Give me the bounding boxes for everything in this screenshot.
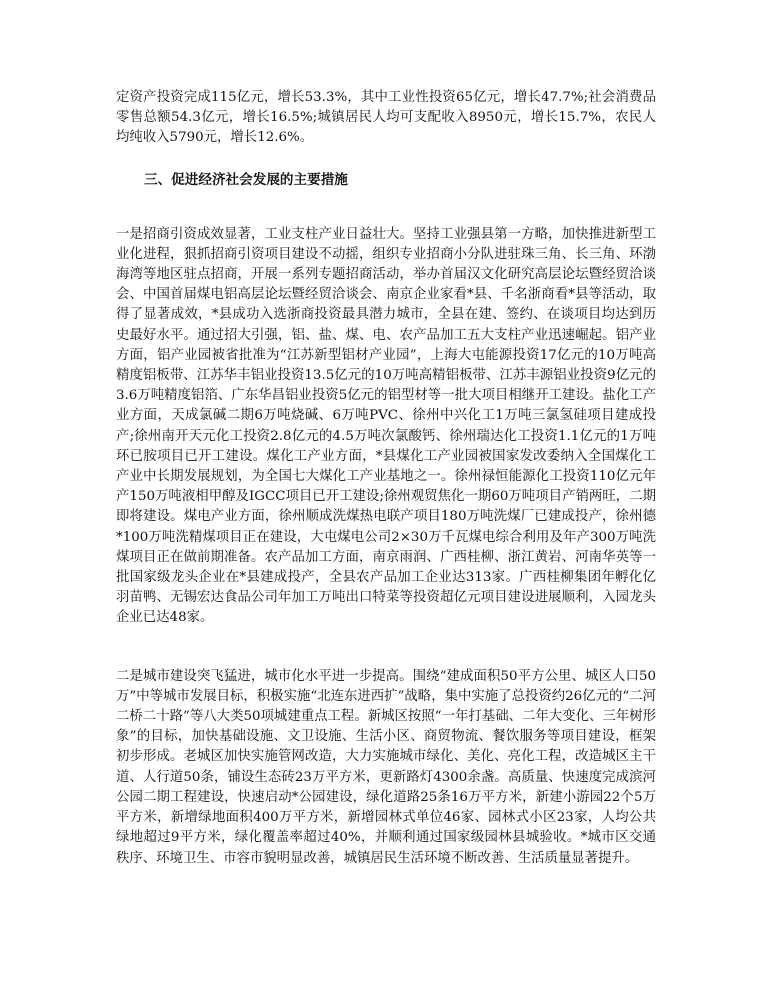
paragraph-investment: 一是招商引资成效显著，工业支柱产业日益壮大。坚持工业强县第一方略，加快推进新型工业化进程，狠抓招商引资项目建设不动摇，组织专业招商小分队进驻珠三角、长三角、环渤海湾等地区驻点招商，开展一系列专题招商活动，举办首届汉文化研究高层论坛暨经贸洽谈会、中国首届煤电铝高层论坛暨经贸洽谈会、南京企业家看*县、千名浙商看*县等活动，取得了显著成效，*县成功入选浙商投资最具潜力城市，全县在建、签约、在谈项目均达到历史最好水平。通过招大引强，铝、盐、煤、电、农产品加工五大支柱产业迅速崛起。铝产业方面，铝产业园被省批准为“江苏新型铝材产业园”，上海大屯能源投资17亿元的10万吨高精度铝板带、江苏华丰铝业投资13.5亿元的10万吨高精铝板带、江苏丰源铝业投资9亿元的3.6万吨精度铝箔、广东华昌铝业投资5亿元的铝型材等一批大项目相继开工建设。盐化工产业方面，天成氯碱二期6万吨烧碱、6万吨PVC、徐州中兴化工1万吨三氯氢硅项目建成投产;徐州南开天元化工投资2.8亿元的4.5万吨次氯酸钙、徐州瑞达化工投资1.1亿元的1万吨环已胺项目已开工建设。煤化工产业方面，*县煤化工产业园被国家发改委纳入全国煤化工产业中长期发展规划，为全国七大煤化工产业基地之一。徐州禄恒能源化工投资110亿元年产150万吨液相甲醇及IGCC项目已开工建设;徐州观贸焦化一期60万吨项目产销两旺，二期即将建设。煤电产业方面，徐州顺成洗煤热电联产项目180万吨洗煤厂已建成投产，徐州德*100万吨洗精煤项目正在建设，大屯煤电公司2×30万千瓦煤电综合利用及年产300万吨洗煤项目正在做前期准备。农产品加工方面，南京雨润、广西桂柳、浙江黄岩、河南华英等一批国家级龙头企业在*县建成投产，全县农产品加工企业达313家。广西桂柳集团年孵化亿羽苗鸭、无锡宏达食品公司年加工万吨出口特菜等投资超亿元项目建设进展顺利，入园龙头企业已达48家。	[116, 226, 656, 626]
intro-paragraph: 定资产投资完成115亿元，增长53.3%，其中工业性投资65亿元，增长47.7%;社会消费品零售总额54.3亿元，增长16.5%;城镇居民人均可支配收入8950元，增长15.7%，农民人均纯收入5790元，增长12.6%。	[116, 90, 656, 146]
spacer	[116, 190, 656, 225]
spacer	[116, 629, 656, 667]
document-page	[116, 88, 656, 869]
section-heading: 三、促进经济社会发展的主要措施	[144, 171, 348, 188]
paragraph-urban-construction: 二是城市建设突飞猛进，城市化水平进一步提高。围绕“建成面积50平方公里、城区人口50万”中等城市发展目标，积极实施“北连东进西扩”战略，集中实施了总投资约26亿元的“二河二桥二十路”等八大类50项城建重点工程。新城区按照“一年打基础、二年大变化、三年树形象”的目标，加快基础设施、文卫设施、生活小区、商贸物流、餐饮服务等项目建设，框架初步形成。老城区加快实施管网改造，大力实施城市绿化、美化、亮化工程，改造城区主干道、人行道50条，铺设生态砖23万平方米，更新路灯4300余盏。高质量、快速度完成滨河公园二期工程建设，快速启动*公园建设，绿化道路25条16万平方米，新建小游园22个5万平方米，新增绿地面积400万平方米，新增园林式单位46家、园林式小区23家，人均公共绿地超过9平方米，绿化覆盖率超过40%，并顺利通过国家级园林县城验收。*城市区交通秩序、环境卫生、市容市貌明显改善，城镇居民生活环境不断改善、生活质量显著提升。	[116, 668, 656, 866]
spacer	[116, 149, 656, 170]
